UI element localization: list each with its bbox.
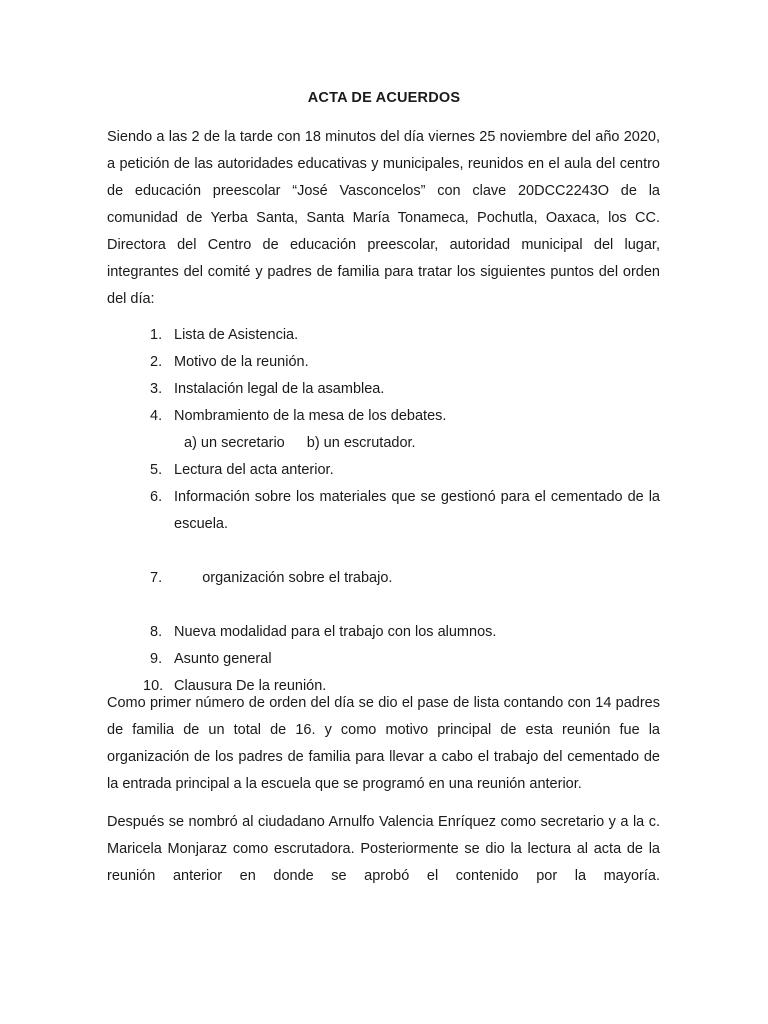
agenda-item-number: 5. (150, 462, 163, 478)
agenda-subitems (0, 430, 660, 457)
agenda-item-number: 4. (150, 408, 163, 424)
document-title: ACTA DE ACUERDOS (307, 90, 461, 106)
agenda-item (0, 484, 660, 538)
agenda-item-text: Lista de Asistencia. (174, 327, 299, 343)
agenda-item-text: Lectura del acta anterior. (174, 462, 334, 478)
agenda-item-number: 10. (143, 678, 164, 694)
agenda-subitem-a: a) un secretario (184, 435, 285, 451)
agenda-item (0, 457, 660, 484)
agenda-item (0, 376, 660, 403)
intro-paragraph: Siendo a las 2 de la tarde con 18 minutos del día viernes 25 noviembre del año 2020, a petición de las autoridades educativas y municipales, reunidos en el aula del centro de educación preescolar “José Vasconcelos” con clave 20DCC2243O de la comunidad de Yerba Santa, Santa María Tonameca, Pochutla, Oaxaca, los CC. Directora del Centro de educación preescolar, autoridad municipal del lugar, integrantes del comité y padres de familia para tratar los siguientes puntos del orden del día: (107, 129, 660, 307)
agenda-item-text: Nueva modalidad para el trabajo con los alumnos. (174, 624, 497, 640)
agenda-item-number: 7. (150, 570, 163, 586)
agenda-item-number: 1. (150, 327, 163, 343)
body-paragraph: Después se nombró al ciudadano Arnulfo Valencia Enríquez como secretario y a la c. Maricela Monjaraz como escrutadora. Posteriormente se dio la lectura al acta de la reunión anterior en donde se aprobó el contenido por la mayoría. (107, 814, 660, 884)
agenda-item-number: 2. (150, 354, 163, 370)
agenda-item-text: Clausura De la reunión. (174, 678, 327, 694)
agenda-item-text: Instalación legal de la asamblea. (174, 381, 385, 397)
agenda-item (0, 349, 660, 376)
agenda-subitem-b: b) un escrutador. (306, 435, 416, 451)
agenda-item (0, 403, 660, 430)
agenda-item (0, 619, 660, 646)
agenda-item-number: 6. (150, 489, 163, 505)
agenda-item (0, 538, 660, 619)
agenda-list (0, 322, 768, 700)
agenda-item-text: organización sobre el trabajo. (198, 570, 393, 586)
agenda-item-number: 3. (150, 381, 163, 397)
agenda-item-text: Información sobre los materiales que se gestionó para el cementado de la escuela. (174, 489, 660, 532)
body-paragraph: Como primer número de orden del día se dio el pase de lista contando con 14 padres de familia de un total de 16. y como motivo principal de esta reunión fue la organización de los padres de familia para llevar a cabo el trabajo del cementado de la entrada principal a la escuela que se programó en una reunión anterior. (107, 695, 660, 792)
agenda-item (0, 322, 660, 349)
agenda-item-text: Motivo de la reunión. (174, 354, 309, 370)
agenda-item-number: 8. (150, 624, 163, 640)
agenda-item-number: 9. (150, 651, 163, 667)
agenda-item-text: Asunto general (174, 651, 272, 667)
agenda-item (0, 646, 660, 673)
agenda-item-text: Nombramiento de la mesa de los debates. (174, 408, 447, 424)
